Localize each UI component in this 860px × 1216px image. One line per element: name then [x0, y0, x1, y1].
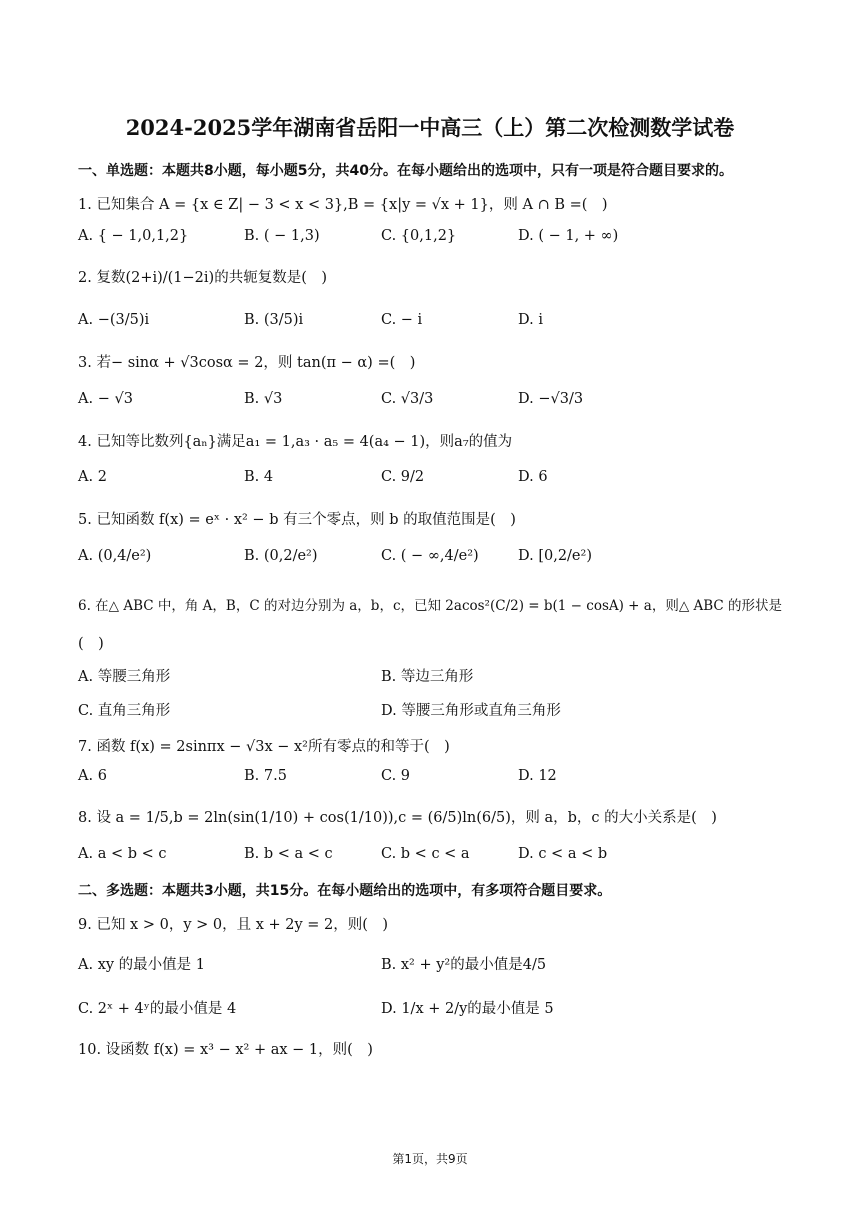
q8-option-c: C. b < c < a: [381, 846, 470, 862]
q3-option-a: A. − √3: [78, 391, 133, 407]
q6-option-b: B. 等边三角形: [381, 669, 474, 685]
q5-option-b: B. (0,2/e²): [244, 548, 318, 564]
question-4: 4. 已知等比数列{aₙ}满足a₁ = 1,a₃ · a₅ = 4(a₄ − 1)，则a₇的值为: [78, 434, 513, 450]
q7-option-c: C. 9: [381, 768, 411, 784]
q8-option-d: D. c < a < b: [518, 846, 608, 862]
q3-option-d: D. −√3/3: [518, 391, 584, 407]
question-8: 8. 设 a = 1/5,b = 2ln(sin(1/10) + cos(1/10)),c = (6/5)ln(6/5)，则 a，b，c 的大小关系是( ): [78, 810, 717, 826]
section-multiple-choice: 二、多选题：本题共3小题，共15分。在每小题给出的选项中，有多项符合题目要求。: [78, 883, 612, 899]
question-2: 2. 复数(2+i)/(1−2i)的共轭复数是( ): [78, 270, 328, 286]
q6-option-d: D. 等腰三角形或直角三角形: [381, 703, 561, 719]
q3-option-b: B. √3: [244, 391, 283, 407]
q8-option-b: B. b < a < c: [244, 846, 333, 862]
q6-option-c: C. 直角三角形: [78, 703, 171, 719]
question-1: 1. 已知集合 A = {x ∈ Z| − 3 < x < 3},B = {x|y = √x + 1}，则 A ∩ B =( ): [78, 197, 608, 213]
q7-option-a: A. 6: [78, 768, 107, 784]
question-10: 10. 设函数 f(x) = x³ − x² + ax − 1，则( ): [78, 1042, 373, 1058]
section-single-choice: 一、单选题：本题共8小题，每小题5分，共40分。在每小题给出的选项中，只有一项是符合题目要求的。: [78, 163, 733, 179]
question-6: 6. 在△ ABC 中，角 A，B，C 的对边分别为 a，b，c，已知 2acos²(C/2) = b(1 − cosA) + a，则△ ABC 的形状是: [78, 598, 783, 614]
q9-option-a: A. xy 的最小值是 1: [78, 957, 206, 973]
q4-option-a: A. 2: [78, 469, 107, 485]
q6-option-a: A. 等腰三角形: [78, 669, 171, 685]
q2-option-d: D. i: [518, 312, 543, 328]
page-title: 2024-2025学年湖南省岳阳一中高三（上）第二次检测数学试卷: [125, 115, 735, 140]
q5-option-c: C. ( − ∞,4/e²): [381, 548, 479, 564]
page-footer: 第1页，共9页: [392, 1152, 468, 1166]
q2-option-a: A. −(3/5)i: [78, 312, 150, 328]
q7-option-d: D. 12: [518, 768, 557, 784]
question-5: 5. 已知函数 f(x) = eˣ · x² − b 有三个零点，则 b 的取值范围是( ): [78, 512, 516, 528]
q1-option-b: B. ( − 1,3): [244, 228, 320, 244]
q8-option-a: A. a < b < c: [78, 846, 167, 862]
question-7: 7. 函数 f(x) = 2sinπx − √3x − x²所有零点的和等于( ): [78, 739, 450, 755]
q4-option-d: D. 6: [518, 469, 548, 485]
q1-option-d: D. ( − 1, + ∞): [518, 228, 619, 244]
q4-option-c: C. 9/2: [381, 469, 425, 485]
q9-option-d: D. 1/x + 2/y的最小值是 5: [381, 1001, 554, 1017]
q5-option-d: D. [0,2/e²): [518, 548, 592, 564]
q7-option-b: B. 7.5: [244, 768, 287, 784]
q1-option-a: A. { − 1,0,1,2}: [78, 228, 189, 244]
q1-option-c: C. {0,1,2}: [381, 228, 457, 244]
q2-option-b: B. (3/5)i: [244, 312, 304, 328]
q2-option-c: C. − i: [381, 312, 423, 328]
question-6-continued: ( ): [78, 636, 104, 652]
q5-option-a: A. (0,4/e²): [78, 548, 152, 564]
question-3: 3. 若− sinα + √3cosα = 2，则 tan(π − α) =( ): [78, 355, 416, 371]
q4-option-b: B. 4: [244, 469, 274, 485]
q9-option-c: C. 2ˣ + 4ʸ的最小值是 4: [78, 1001, 237, 1017]
q9-option-b: B. x² + y²的最小值是4/5: [381, 957, 547, 973]
q3-option-c: C. √3/3: [381, 391, 434, 407]
question-9: 9. 已知 x > 0，y > 0，且 x + 2y = 2，则( ): [78, 917, 389, 933]
